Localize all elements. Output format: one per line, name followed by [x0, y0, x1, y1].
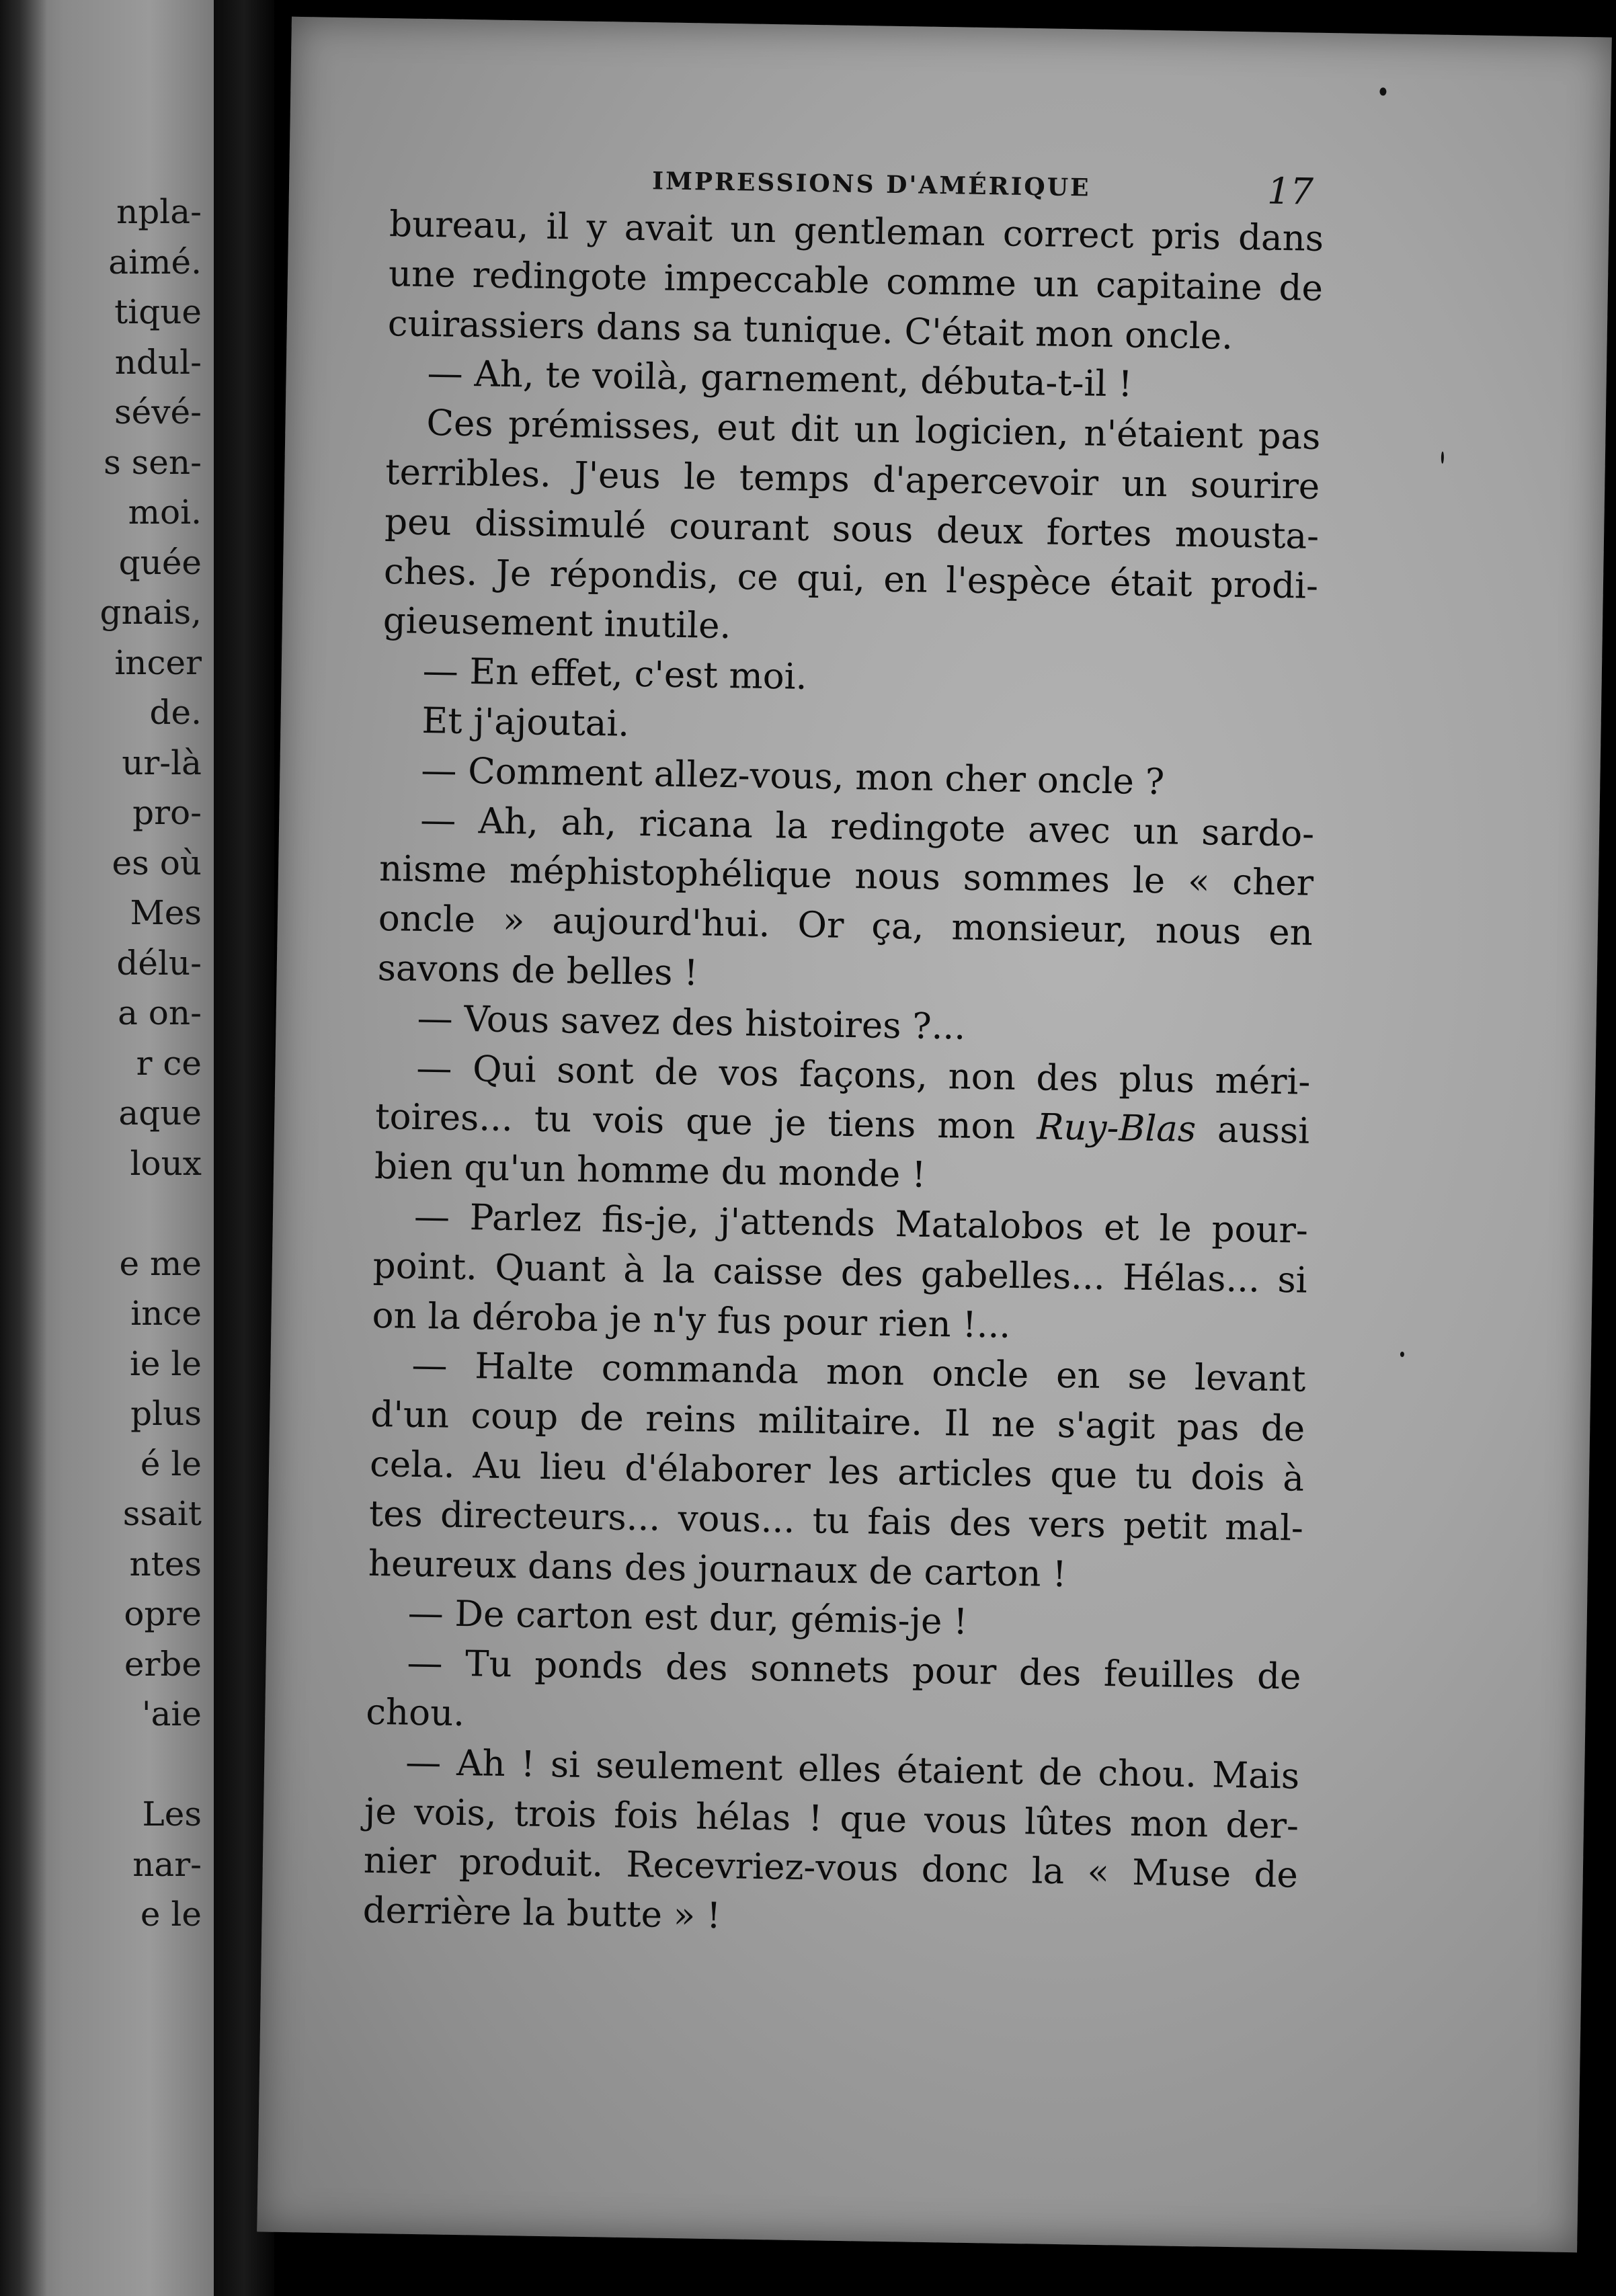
left-page-line-fragment: r ce: [136, 1043, 202, 1083]
left-page-line-fragment: plus: [130, 1394, 202, 1433]
text-line: nier produit. Recevriez-vous donc la « Muse de: [363, 1840, 1299, 1896]
print-speck: [1441, 452, 1444, 464]
left-facing-page: [0, 0, 214, 2296]
left-page-line-fragment: opre: [124, 1594, 202, 1633]
italic-title: Ruy-Blas: [1037, 1106, 1197, 1151]
left-page-line-fragment: s sen-: [104, 442, 202, 482]
left-page-line-fragment: es où: [112, 843, 202, 883]
left-page-line-fragment: npla-: [116, 192, 202, 231]
left-page-line-fragment: aimé.: [108, 242, 202, 282]
text-line: on la déroba je n'y fus pour rien !...: [372, 1295, 1011, 1346]
text-line: Ces prémisses, eut dit un logicien, n'étaient pas: [426, 403, 1321, 458]
text-line: heureux dans des journaux de carton !: [368, 1543, 1067, 1595]
text-line: chou.: [365, 1691, 465, 1735]
left-page-line-fragment: sévé-: [114, 393, 202, 432]
text-line: Et j'ajoutai.: [421, 700, 630, 745]
text-line: cela. Au lieu d'élaborer les articles que tu dois à: [369, 1443, 1305, 1500]
text-line: — Ah, te voilà, garnement, débuta-t-il !: [427, 353, 1133, 405]
right-page: [257, 17, 1612, 2252]
text-line: point. Quant à la caisse des gabelles... Hélas... si: [372, 1245, 1308, 1301]
left-page-line-fragment: gnais,: [99, 593, 202, 632]
text-line: — Ah ! si seulement elles étaient de chou. Mais: [405, 1741, 1300, 1797]
left-page-edge-shadow: [0, 0, 47, 2296]
text-line: — Parlez fis-je, j'attends Matalobos et le pour-: [413, 1196, 1309, 1252]
left-page-line-fragment: ur-là: [122, 743, 202, 782]
text-line: — Qui sont de vos façons, non des plus méri-: [415, 1047, 1311, 1103]
text-line: je vois, trois fois hélas ! que vous lûtes mon der-: [364, 1791, 1299, 1847]
left-page-line-fragment: pro-: [132, 793, 202, 832]
left-page-line-fragment: ince: [130, 1294, 202, 1333]
left-page-line-fragment: incer: [114, 643, 202, 682]
text-line: terribles. J'eus le temps d'apercevoir un sourire: [385, 452, 1320, 507]
text-line: d'un coup de reins militaire. Il ne s'agit pas de: [370, 1394, 1305, 1450]
left-page-line-fragment: quée: [118, 542, 202, 582]
left-page-line-fragment: ssait: [122, 1494, 202, 1533]
print-speck: [1379, 87, 1386, 95]
left-page-line-fragment: loux: [130, 1143, 202, 1183]
left-page-line-fragment: a on-: [118, 993, 202, 1032]
text-line: bureau, il y avait un gentleman correct pris dans: [389, 204, 1324, 259]
left-page-line-fragment: erbe: [124, 1644, 202, 1684]
text-line: tes directeurs... vous... tu fais des vers petit mal-: [368, 1493, 1304, 1549]
text-line: — En effet, c'est moi.: [422, 651, 807, 698]
text-line: savons de belles !: [377, 947, 699, 994]
left-page-line-fragment: de.: [149, 693, 202, 732]
left-page-line-fragment: ntes: [129, 1544, 202, 1584]
text-line: — Halte commanda mon oncle en se levant: [411, 1345, 1306, 1401]
left-page-line-fragment: ie le: [129, 1344, 202, 1383]
text-line: oncle » aujourd'hui. Or ça, monsieur, nous en: [378, 898, 1314, 954]
text-line: toires... tu vois que je tiens mon Ruy-Blas aussi: [374, 1096, 1310, 1153]
text-line: ches. Je répondis, ce qui, en l'espèce était prodi-: [383, 550, 1319, 607]
print-speck: [1400, 1352, 1404, 1357]
text-line: — Tu ponds des sonnets pour des feuilles de: [407, 1642, 1301, 1698]
left-page-line-fragment: e me: [119, 1243, 202, 1283]
text-line: derrière la butte » !: [362, 1889, 721, 1937]
left-page-line-fragment: tique: [114, 292, 202, 331]
left-page-line-fragment: Mes: [130, 893, 202, 932]
page-number: 17: [1266, 169, 1314, 213]
left-page-line-fragment: moi.: [128, 493, 202, 532]
left-page-line-fragment: ndul-: [114, 342, 202, 382]
text-line: une redingote impeccable comme un capitaine de: [388, 253, 1324, 309]
left-page-line-fragment: é le: [140, 1444, 202, 1483]
running-title: IMPRESSIONS D'AMÉRIQUE: [651, 167, 1091, 202]
text-line: nisme méphistophélique nous sommes le « cher: [378, 848, 1314, 905]
left-page-line-fragment: e le: [140, 1895, 202, 1934]
text-line: cuirassiers dans sa tunique. C'était mon oncle.: [387, 302, 1234, 358]
left-page-line-fragment: 'aie: [141, 1694, 202, 1733]
text-line: gieusement inutile.: [382, 600, 731, 647]
left-page-line-fragment: délu-: [116, 943, 202, 983]
left-page-line-fragment: aque: [118, 1094, 202, 1133]
left-page-line-fragment: nar-: [132, 1844, 202, 1884]
text-line: bien qu'un homme du monde !: [374, 1146, 926, 1196]
left-page-line-fragment: Les: [142, 1795, 202, 1834]
text-line: — Comment allez-vous, mon cher oncle ?: [420, 749, 1165, 803]
text-line: — De carton est dur, gémis-je !: [407, 1593, 968, 1643]
text-line: — Ah, ah, ricana la redingote avec un sardo-: [419, 799, 1315, 855]
text-line: — Vous savez des histoires ?...: [417, 997, 966, 1048]
body-text: [362, 200, 1324, 1950]
text-line: peu dissimulé courant sous deux fortes mousta-: [384, 501, 1320, 557]
